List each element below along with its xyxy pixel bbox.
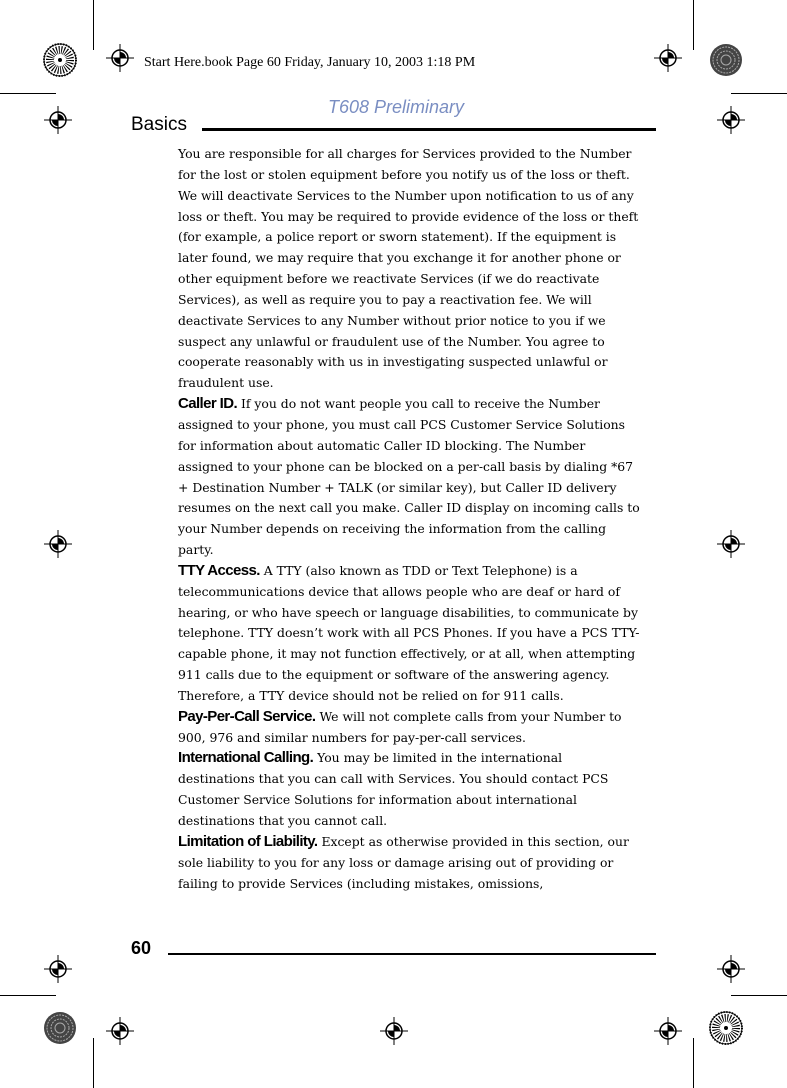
paragraph-caller-id — [178, 394, 640, 561]
paragraph-text: Except as otherwise provided in this section, our sole liability to you for any loss or damage arising out of providing or failing to provide Services (including mistakes, omissions, — [178, 833, 629, 891]
crop-mark — [93, 1038, 94, 1088]
starburst-mark-icon — [43, 1011, 77, 1045]
registration-mark-icon — [44, 530, 72, 558]
registration-mark-icon — [717, 955, 745, 983]
runin-heading: International Calling. — [178, 749, 314, 767]
header-rule — [202, 128, 656, 131]
runin-heading: Pay-Per-Call Service. — [178, 707, 316, 725]
paragraph-text: You may be limited in the international destinations that you can call with Services. You should contact PCS Customer Service Solutions for information about international destinations that you cannot call. — [178, 750, 609, 828]
registration-mark-icon — [44, 955, 72, 983]
paragraph-text: If you do not want people you call to receive the Number assigned to your phone, you must call PCS Customer Service Solutions for information about automatic Caller ID blocking. The Number assigned to your phone can be blocked on a per-call basis by dialing *67 + Destination Number + TALK (or similar key), but Caller ID delivery resumes on the next call you make. Caller ID display on incoming calls to your Number depends on receiving the information from the calling party. — [178, 396, 640, 558]
crop-mark — [693, 0, 694, 50]
paragraph-text: A TTY (also known as TDD or Text Telephone) is a telecommunications device that allows people who are deaf or hard of hearing, or who have speech or language disabilities, to communicate by telephone. TTY doesn’t work with all PCS Phones. If you have a PCS TTY-capable phone, it may not function effectively, or at all, when attempting 911 calls due to the equipment or software of the answering agency. Therefore, a TTY device should not be relied on for 911 calls. — [178, 562, 640, 703]
registration-mark-icon — [106, 1017, 134, 1045]
crop-mark — [731, 995, 787, 996]
starburst-mark-icon — [709, 1011, 743, 1045]
preliminary-watermark: T608 Preliminary — [328, 97, 465, 117]
runin-heading: Limitation of Liability. — [178, 832, 318, 850]
crop-mark — [93, 0, 94, 50]
footer-rule — [168, 953, 656, 955]
paragraph-limitation-of-liability — [178, 832, 640, 895]
crop-mark — [731, 93, 787, 94]
paragraph-pay-per-call — [178, 707, 640, 749]
crop-mark — [0, 93, 56, 94]
intro-paragraph: You are responsible for all charges for Services provided to the Number for the lost or stolen equipment before you notify us of the loss or theft. We will deactivate Services to the Number upon notification to us of any loss or theft. You may be required to provide evidence of the loss or theft (for example, a police report or sworn statement). If the equipment is later found, we may require that you exchange it for another phone or other equipment before we reactivate Services (if we do reactivate Services), as well as require you to pay a reactivation fee. We will deactivate Services to any Number without prior notice to you if we suspect any unlawful or fraudulent use of the Number. You agree to cooperate reasonably with us in investigating suspected unlawful or fraudulent use. — [178, 146, 639, 391]
runin-heading: Caller ID. — [178, 395, 238, 413]
book-info: Start Here.book Page 60 Friday, January 10, 2003 1:18 PM — [144, 55, 476, 70]
page-number: 60 — [131, 938, 152, 958]
crop-mark — [0, 995, 56, 996]
registration-mark-icon — [717, 530, 745, 558]
runin-heading: TTY Access. — [178, 561, 260, 579]
registration-mark-icon — [106, 44, 134, 72]
registration-mark-icon — [654, 44, 682, 72]
paragraph-text: We will not complete calls from your Number to 900, 976 and similar numbers for pay-per-call services. — [178, 708, 622, 745]
registration-mark-icon — [717, 106, 745, 134]
starburst-mark-icon — [43, 43, 77, 77]
registration-mark-icon — [380, 1017, 408, 1045]
page-body — [178, 144, 640, 894]
paragraph-international-calling — [178, 748, 640, 831]
starburst-mark-icon — [709, 43, 743, 77]
registration-mark-icon — [44, 106, 72, 134]
crop-mark — [693, 1038, 694, 1088]
registration-mark-icon — [654, 1017, 682, 1045]
paragraph-tty-access — [178, 561, 640, 707]
section-title: Basics — [131, 114, 187, 135]
